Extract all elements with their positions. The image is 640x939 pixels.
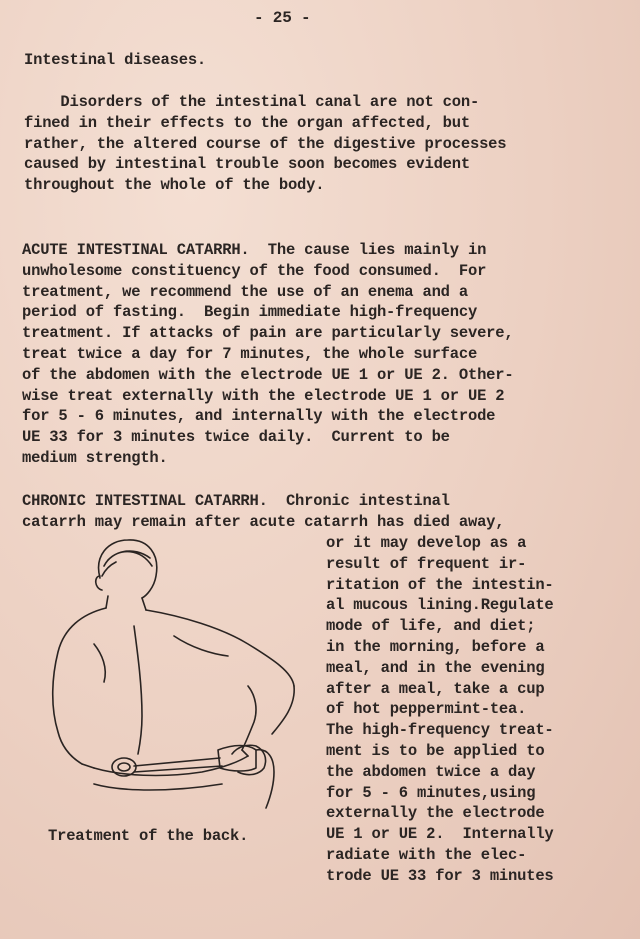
figure-caption: Treatment of the back. [48,827,249,845]
torso-right [242,750,248,756]
chronic-catarrh-heading: CHRONIC INTESTINAL CATARRH. Chronic intestinal catarrh may remain after acute catarrh has died away, [22,492,505,531]
neck [106,596,146,610]
trouser-line [94,784,222,790]
hair-lines [102,551,152,576]
back-treatment-illustration [42,536,300,811]
electrode-head-inner [118,763,130,771]
shoulder-blade-right [174,636,228,656]
right-shoulder [146,610,294,686]
right-arm-inner [242,686,256,750]
page-number: - 25 - [254,9,311,27]
left-shoulder-arm [53,608,106,764]
torso-left [82,764,94,768]
shoulder-blade-left [94,644,105,682]
acute-catarrh-paragraph: ACUTE INTESTINAL CATARRH. The cause lies mainly in unwholesome constituency of the food consumed. For treatment, we recommend the use of an enema and a period of fasting. Begin immediate high-frequency treatment. If attacks of pain are particularly severe, treat twice a day for 7 minutes, the whole surface of the abdomen with the electrode UE 1 or UE 2. Other- wise treat externally with the electrode UE 1 or UE 2 for 5 - 6 minutes, and internally with the electrode UE 33 for 3 minutes twice daily. Current to be medium strength. [22,241,514,467]
right-arm-upper [272,686,294,734]
chronic-catarrh-column: or it may develop as a result of frequent ir- ritation of the intestin- al mucous lining.Regulate mode of life, and diet; in the morning, before a meal, and in the evening after a meal, take a cup of hot peppermint-tea. The high-frequency treat- ment is to be applied to the abdomen twice a day for 5 - 6 minutes,using externally the electrode UE 1 or UE 2. Internally radiate with the elec- trode UE 33 for 3 minutes [326,534,554,885]
intro-paragraph: Disorders of the intestinal canal are not con- fined in their effects to the organ affected, but rather, the altered course of the digestive processes caused by intestinal trouble soon becomes evident throughout the whole of the body. [24,93,507,195]
section-title: Intestinal diseases. [24,51,207,69]
ear [96,576,102,590]
spine [134,626,142,754]
